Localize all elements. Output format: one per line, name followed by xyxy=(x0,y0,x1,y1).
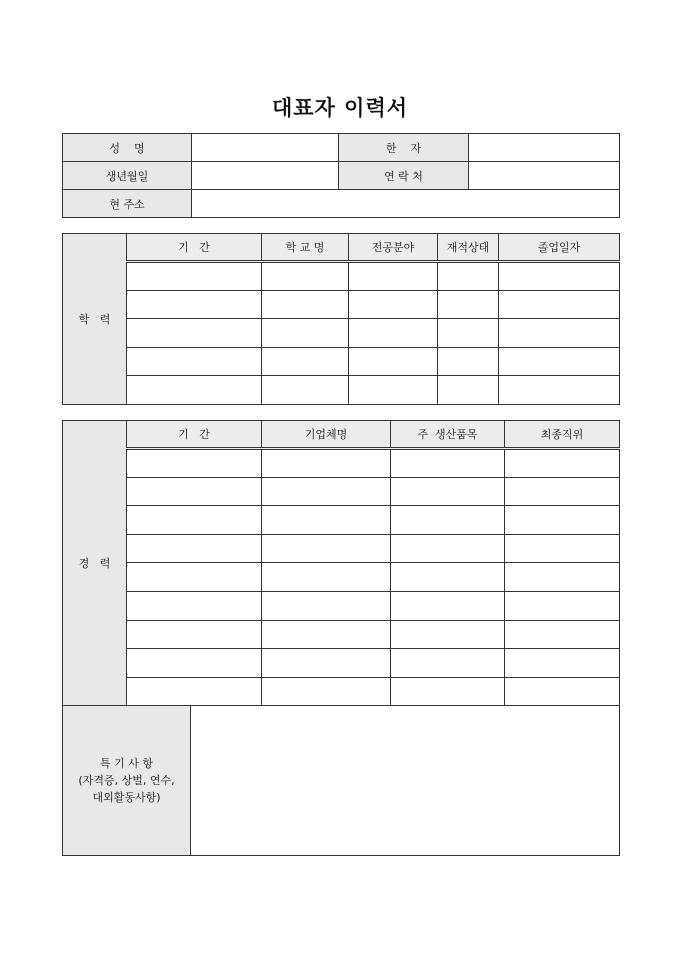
education-cell[interactable] xyxy=(349,347,438,376)
education-cell[interactable] xyxy=(499,262,620,291)
career-cell[interactable] xyxy=(391,620,505,649)
education-cell[interactable] xyxy=(438,347,499,376)
education-cell[interactable] xyxy=(127,376,262,405)
career-row xyxy=(63,563,620,592)
name-label: 성 명 xyxy=(63,134,192,162)
education-cell[interactable] xyxy=(438,290,499,319)
education-cell[interactable] xyxy=(349,290,438,319)
career-header-period: 기 간 xyxy=(127,421,262,449)
education-cell[interactable] xyxy=(438,262,499,291)
career-cell[interactable] xyxy=(391,449,505,478)
contact-label: 연 락 처 xyxy=(339,162,469,190)
career-row xyxy=(63,620,620,649)
education-cell[interactable] xyxy=(262,347,349,376)
education-row xyxy=(63,262,620,291)
address-label: 현 주소 xyxy=(63,190,192,218)
remarks-field[interactable] xyxy=(191,706,620,856)
career-row xyxy=(63,591,620,620)
education-row xyxy=(63,376,620,405)
career-cell[interactable] xyxy=(262,506,391,535)
career-cell[interactable] xyxy=(391,506,505,535)
career-row xyxy=(63,649,620,678)
contact-field[interactable] xyxy=(469,162,620,190)
career-cell[interactable] xyxy=(505,620,620,649)
personal-info-table xyxy=(62,133,620,218)
career-cell[interactable] xyxy=(505,563,620,592)
education-cell[interactable] xyxy=(127,319,262,348)
career-row xyxy=(63,506,620,535)
education-row xyxy=(63,290,620,319)
education-cell[interactable] xyxy=(127,262,262,291)
remarks-label-line2: (자격증, 상벌, 연수, xyxy=(78,774,175,788)
career-cell[interactable] xyxy=(262,649,391,678)
education-cell[interactable] xyxy=(262,290,349,319)
education-header-school: 학 교 명 xyxy=(262,234,349,262)
career-cell[interactable] xyxy=(505,506,620,535)
education-cell[interactable] xyxy=(127,347,262,376)
career-side-label: 경 력 xyxy=(63,421,127,706)
hanja-field[interactable] xyxy=(469,134,620,162)
education-row xyxy=(63,347,620,376)
career-cell[interactable] xyxy=(127,620,262,649)
career-cell[interactable] xyxy=(505,534,620,563)
education-table xyxy=(62,233,620,405)
address-field[interactable] xyxy=(192,190,620,218)
education-cell[interactable] xyxy=(499,376,620,405)
education-cell[interactable] xyxy=(262,319,349,348)
hanja-label: 한 자 xyxy=(339,134,469,162)
career-cell[interactable] xyxy=(505,677,620,706)
career-cell[interactable] xyxy=(262,449,391,478)
education-row xyxy=(63,319,620,348)
career-cell[interactable] xyxy=(391,477,505,506)
career-cell[interactable] xyxy=(262,477,391,506)
career-cell[interactable] xyxy=(262,677,391,706)
career-cell[interactable] xyxy=(262,591,391,620)
remarks-label-line1: 특 기 사 항 xyxy=(100,757,153,771)
education-side-label: 학 력 xyxy=(63,234,127,405)
education-cell[interactable] xyxy=(499,319,620,348)
education-cell[interactable] xyxy=(262,262,349,291)
education-header-graduation: 졸업일자 xyxy=(499,234,620,262)
career-row xyxy=(63,677,620,706)
career-cell[interactable] xyxy=(127,534,262,563)
career-cell[interactable] xyxy=(127,449,262,478)
career-row xyxy=(63,534,620,563)
education-cell[interactable] xyxy=(499,290,620,319)
education-cell[interactable] xyxy=(349,262,438,291)
career-header-position: 최종직위 xyxy=(505,421,620,449)
birth-date-label: 생년월일 xyxy=(63,162,192,190)
education-cell[interactable] xyxy=(262,376,349,405)
career-row xyxy=(63,477,620,506)
remarks-label xyxy=(63,706,191,856)
career-cell[interactable] xyxy=(127,563,262,592)
page-title: 대표자 이력서 xyxy=(271,96,409,120)
education-cell[interactable] xyxy=(499,347,620,376)
birth-date-field[interactable] xyxy=(192,162,339,190)
career-header-company: 기업체명 xyxy=(262,421,391,449)
education-header-status: 재적상태 xyxy=(438,234,499,262)
career-cell[interactable] xyxy=(391,649,505,678)
career-cell[interactable] xyxy=(505,449,620,478)
education-cell[interactable] xyxy=(438,376,499,405)
career-cell[interactable] xyxy=(127,506,262,535)
career-cell[interactable] xyxy=(391,563,505,592)
education-cell[interactable] xyxy=(349,319,438,348)
career-cell[interactable] xyxy=(127,591,262,620)
education-header-period: 기 간 xyxy=(127,234,262,262)
career-cell[interactable] xyxy=(505,591,620,620)
career-cell[interactable] xyxy=(127,477,262,506)
career-cell[interactable] xyxy=(262,563,391,592)
career-cell[interactable] xyxy=(262,620,391,649)
career-table xyxy=(62,420,620,856)
career-cell[interactable] xyxy=(391,677,505,706)
career-cell[interactable] xyxy=(391,534,505,563)
career-cell[interactable] xyxy=(391,591,505,620)
career-header-product: 주 생산품목 xyxy=(391,421,505,449)
education-header-major: 전공분야 xyxy=(349,234,438,262)
name-field[interactable] xyxy=(192,134,339,162)
career-cell[interactable] xyxy=(505,477,620,506)
career-cell[interactable] xyxy=(262,534,391,563)
career-cell[interactable] xyxy=(127,677,262,706)
career-cell[interactable] xyxy=(127,649,262,678)
remarks-label-line3: 대외활동사항) xyxy=(92,791,161,805)
career-cell[interactable] xyxy=(505,649,620,678)
education-cell[interactable] xyxy=(438,319,499,348)
education-cell[interactable] xyxy=(349,376,438,405)
education-cell[interactable] xyxy=(127,290,262,319)
career-row xyxy=(63,449,620,478)
